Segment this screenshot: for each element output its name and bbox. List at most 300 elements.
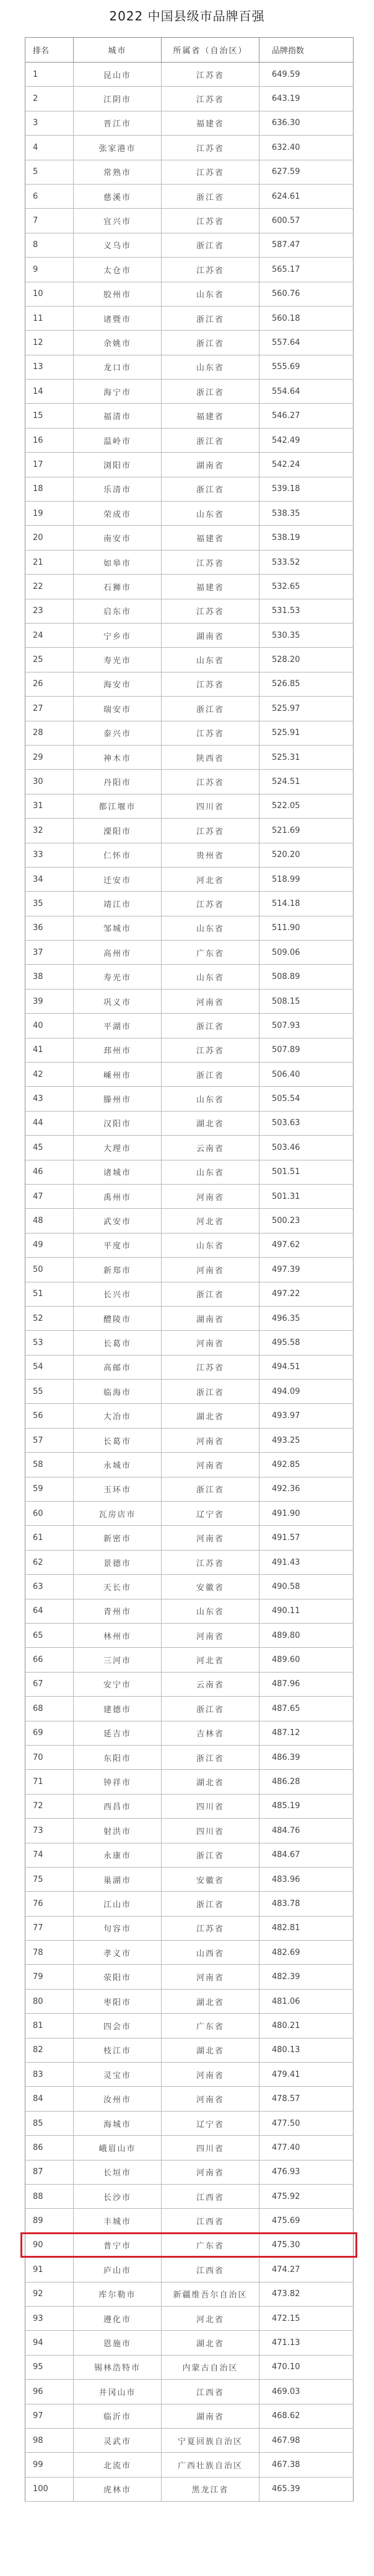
rank-cell: 28 — [25, 721, 74, 745]
brand-index-cell: 538.35 — [259, 502, 354, 525]
city-cell: 江山市 — [74, 1892, 162, 1915]
table-row — [25, 2380, 354, 2404]
province-cell: 广西壮族自治区 — [162, 2453, 259, 2476]
brand-index-cell: 560.76 — [259, 282, 354, 306]
brand-index-cell: 497.62 — [259, 1234, 354, 1257]
province-cell: 安徽省 — [162, 1868, 259, 1891]
city-cell: 江阴市 — [74, 87, 162, 110]
table-row — [25, 453, 354, 477]
rank-cell: 84 — [25, 2087, 74, 2110]
city-cell: 嵊州市 — [74, 1063, 162, 1086]
table-row — [25, 307, 354, 331]
province-cell: 河南省 — [162, 1624, 259, 1647]
rank-cell: 80 — [25, 1990, 74, 2013]
city-cell: 龙口市 — [74, 355, 162, 379]
province-cell: 浙江省 — [162, 233, 259, 257]
city-cell: 仁怀市 — [74, 843, 162, 867]
province-cell: 湖北省 — [162, 2331, 259, 2354]
table-row — [25, 1234, 354, 1258]
table-row — [25, 1087, 354, 1111]
rank-cell: 87 — [25, 2160, 74, 2184]
city-cell: 海安市 — [74, 672, 162, 696]
rank-cell: 86 — [25, 2136, 74, 2159]
rank-cell: 99 — [25, 2453, 74, 2476]
province-cell: 江苏省 — [162, 160, 259, 184]
table-row — [25, 429, 354, 453]
table-row — [25, 770, 354, 794]
brand-index-cell: 643.19 — [259, 87, 354, 110]
city-cell: 南安市 — [74, 526, 162, 549]
rank-cell: 88 — [25, 2185, 74, 2208]
province-cell: 河北省 — [162, 1648, 259, 1671]
table-row — [25, 697, 354, 721]
province-cell: 湖南省 — [162, 2404, 259, 2428]
table-row — [25, 2112, 354, 2136]
brand-index-cell: 531.53 — [259, 599, 354, 623]
table-row — [25, 721, 354, 746]
province-cell: 江苏省 — [162, 1551, 259, 1574]
city-cell: 晋江市 — [74, 111, 162, 135]
city-cell: 神木市 — [74, 746, 162, 769]
table-row — [25, 1526, 354, 1550]
city-cell: 孝义市 — [74, 1941, 162, 1964]
rank-cell: 93 — [25, 2307, 74, 2330]
table-row — [25, 355, 354, 380]
brand-index-cell: 587.47 — [259, 233, 354, 257]
brand-index-cell: 532.65 — [259, 575, 354, 598]
brand-index-cell: 503.63 — [259, 1112, 354, 1135]
rank-cell: 95 — [25, 2356, 74, 2379]
province-cell: 江西省 — [162, 2258, 259, 2281]
rank-cell: 41 — [25, 1038, 74, 1062]
city-cell: 延吉市 — [74, 1721, 162, 1745]
rank-cell: 34 — [25, 868, 74, 891]
header-city: 城市 — [74, 38, 162, 62]
table-row — [25, 111, 354, 136]
table-row — [25, 1648, 354, 1672]
brand-index-cell: 486.39 — [259, 1746, 354, 1769]
table-row — [25, 136, 354, 160]
city-cell: 宜兴市 — [74, 209, 162, 232]
rank-cell: 2 — [25, 87, 74, 110]
rank-cell: 52 — [25, 1307, 74, 1330]
province-cell: 河北省 — [162, 868, 259, 891]
province-cell: 浙江省 — [162, 185, 259, 208]
province-cell: 河南省 — [162, 1429, 259, 1452]
table-row — [25, 1795, 354, 1819]
province-cell: 浙江省 — [162, 477, 259, 501]
table-row — [25, 502, 354, 526]
rank-cell: 36 — [25, 916, 74, 940]
brand-index-cell: 636.30 — [259, 111, 354, 135]
table-row — [25, 2039, 354, 2063]
city-cell: 新密市 — [74, 1526, 162, 1549]
table-row — [25, 1307, 354, 1331]
rank-cell: 31 — [25, 794, 74, 818]
province-cell: 江苏省 — [162, 1038, 259, 1062]
brand-index-cell: 525.31 — [259, 746, 354, 769]
province-cell: 新疆维吾尔自治区 — [162, 2282, 259, 2306]
table-row — [25, 2331, 354, 2355]
table-row — [25, 1575, 354, 1599]
rank-cell: 78 — [25, 1941, 74, 1964]
province-cell: 江苏省 — [162, 258, 259, 281]
rank-cell: 29 — [25, 746, 74, 769]
table-row — [25, 648, 354, 672]
rank-cell: 98 — [25, 2429, 74, 2452]
city-cell: 永城市 — [74, 1453, 162, 1476]
brand-index-cell: 473.82 — [259, 2282, 354, 2306]
province-cell: 河南省 — [162, 2087, 259, 2110]
brand-index-cell: 477.50 — [259, 2112, 354, 2135]
brand-index-cell: 508.89 — [259, 965, 354, 988]
rank-cell: 20 — [25, 526, 74, 549]
header-province: 所属省（自治区） — [162, 38, 259, 62]
rank-cell: 40 — [25, 1014, 74, 1037]
page-title: 2022 中国县级市品牌百强 — [109, 9, 265, 24]
table-row — [25, 1941, 354, 1965]
city-cell: 常熟市 — [74, 160, 162, 184]
brand-index-cell: 497.22 — [259, 1282, 354, 1306]
city-cell: 迁安市 — [74, 868, 162, 891]
city-cell: 锡林浩特市 — [74, 2356, 162, 2379]
brand-index-cell: 632.40 — [259, 136, 354, 159]
province-cell: 山东省 — [162, 1599, 259, 1623]
table-row — [25, 2014, 354, 2038]
rank-cell: 49 — [25, 1234, 74, 1257]
brand-index-cell: 507.89 — [259, 1038, 354, 1062]
province-cell: 江苏省 — [162, 1355, 259, 1379]
brand-index-cell: 624.61 — [259, 185, 354, 208]
table-row — [25, 209, 354, 233]
rank-cell: 54 — [25, 1355, 74, 1379]
city-cell: 荥阳市 — [74, 1965, 162, 1988]
province-cell: 湖北省 — [162, 1404, 259, 1427]
brand-index-cell: 480.21 — [259, 2014, 354, 2037]
rank-cell: 37 — [25, 941, 74, 964]
rank-cell: 15 — [25, 404, 74, 427]
rank-cell: 14 — [25, 380, 74, 403]
city-cell: 靖江市 — [74, 892, 162, 915]
table-row — [25, 2307, 354, 2331]
rank-cell: 97 — [25, 2404, 74, 2428]
table-row — [25, 941, 354, 965]
brand-index-cell: 487.96 — [259, 1673, 354, 1696]
city-cell: 建德市 — [74, 1697, 162, 1720]
table-row — [25, 233, 354, 258]
brand-index-cell: 518.99 — [259, 868, 354, 891]
city-cell: 林州市 — [74, 1624, 162, 1647]
brand-index-cell: 482.81 — [259, 1917, 354, 1940]
province-cell: 安徽省 — [162, 1575, 259, 1598]
rank-cell: 24 — [25, 624, 74, 647]
rank-cell: 90 — [25, 2234, 74, 2257]
brand-index-cell: 475.30 — [259, 2234, 354, 2257]
province-cell: 江苏省 — [162, 1917, 259, 1940]
province-cell: 河南省 — [162, 2063, 259, 2086]
province-cell: 江西省 — [162, 2380, 259, 2403]
city-cell: 瑞安市 — [74, 697, 162, 720]
table-row — [25, 1770, 354, 1794]
province-cell: 浙江省 — [162, 331, 259, 354]
city-cell: 东阳市 — [74, 1746, 162, 1769]
province-cell: 河北省 — [162, 2307, 259, 2330]
brand-index-cell: 521.69 — [259, 819, 354, 842]
province-cell: 福建省 — [162, 111, 259, 135]
city-cell: 长兴市 — [74, 1282, 162, 1306]
table-row — [25, 160, 354, 185]
city-cell: 寿光市 — [74, 648, 162, 671]
table-row — [25, 2478, 354, 2502]
table-row — [25, 2160, 354, 2185]
city-cell: 汉阳市 — [74, 1112, 162, 1135]
table-row — [25, 2087, 354, 2111]
table-row — [25, 2356, 354, 2380]
brand-index-cell: 489.80 — [259, 1624, 354, 1647]
rank-cell: 23 — [25, 599, 74, 623]
city-cell: 天长市 — [74, 1575, 162, 1598]
province-cell: 湖南省 — [162, 453, 259, 476]
rank-cell: 82 — [25, 2039, 74, 2062]
province-cell: 山东省 — [162, 1234, 259, 1257]
province-cell: 河北省 — [162, 1209, 259, 1232]
rank-cell: 56 — [25, 1404, 74, 1427]
province-cell: 河南省 — [162, 1526, 259, 1549]
province-cell: 河南省 — [162, 990, 259, 1013]
brand-index-cell: 505.54 — [259, 1087, 354, 1110]
brand-index-cell: 538.19 — [259, 526, 354, 549]
table-row — [25, 624, 354, 648]
table-row — [25, 892, 354, 916]
province-cell: 江苏省 — [162, 87, 259, 110]
table-row — [25, 550, 354, 575]
rank-cell: 11 — [25, 307, 74, 330]
brand-index-cell: 467.38 — [259, 2453, 354, 2476]
rank-cell: 92 — [25, 2282, 74, 2306]
header-brand-index: 品牌指数 — [259, 38, 354, 62]
rank-cell: 17 — [25, 453, 74, 476]
province-cell: 贵州省 — [162, 843, 259, 867]
table-row — [25, 1014, 354, 1038]
city-cell: 平度市 — [74, 1234, 162, 1257]
province-cell: 江苏省 — [162, 136, 259, 159]
city-cell: 如皋市 — [74, 550, 162, 574]
rank-cell: 30 — [25, 770, 74, 793]
brand-index-cell: 506.40 — [259, 1063, 354, 1086]
table-row — [25, 2258, 354, 2282]
brand-index-cell: 491.57 — [259, 1526, 354, 1549]
city-cell: 义乌市 — [74, 233, 162, 257]
table-row — [25, 990, 354, 1014]
table-row — [25, 282, 354, 307]
city-cell: 武安市 — [74, 1209, 162, 1232]
table-row — [25, 1209, 354, 1233]
table-row — [25, 1331, 354, 1355]
city-cell: 启东市 — [74, 599, 162, 623]
table-row — [25, 1990, 354, 2014]
table-row — [25, 1185, 354, 1209]
rank-cell: 6 — [25, 185, 74, 208]
city-cell: 句容市 — [74, 1917, 162, 1940]
rank-cell: 25 — [25, 648, 74, 671]
province-cell: 江西省 — [162, 2209, 259, 2232]
brand-index-cell: 496.35 — [259, 1307, 354, 1330]
province-cell: 江苏省 — [162, 209, 259, 232]
brand-index-cell: 494.09 — [259, 1380, 354, 1403]
city-cell: 临沂市 — [74, 2404, 162, 2428]
city-cell: 海宁市 — [74, 380, 162, 403]
table-row — [25, 1673, 354, 1697]
brand-index-cell: 497.39 — [259, 1258, 354, 1281]
rank-cell: 48 — [25, 1209, 74, 1232]
city-cell: 庐山市 — [74, 2258, 162, 2281]
city-cell: 长葛市 — [74, 1429, 162, 1452]
brand-index-cell: 490.58 — [259, 1575, 354, 1598]
brand-index-cell: 480.13 — [259, 2039, 354, 2062]
province-cell: 湖北省 — [162, 1770, 259, 1793]
table-row — [25, 916, 354, 941]
table-row — [25, 794, 354, 819]
city-cell: 巩义市 — [74, 990, 162, 1013]
brand-index-cell: 542.24 — [259, 453, 354, 476]
rank-cell: 85 — [25, 2112, 74, 2135]
province-cell: 山东省 — [162, 965, 259, 988]
province-cell: 江苏省 — [162, 892, 259, 915]
city-cell: 长垣市 — [74, 2160, 162, 2184]
rank-cell: 60 — [25, 1502, 74, 1525]
province-cell: 山东省 — [162, 282, 259, 306]
brand-index-cell: 489.60 — [259, 1648, 354, 1671]
province-cell: 浙江省 — [162, 1477, 259, 1501]
table-row — [25, 1892, 354, 1916]
brand-index-cell: 484.67 — [259, 1843, 354, 1867]
city-cell: 峨眉山市 — [74, 2136, 162, 2159]
table-row — [25, 2429, 354, 2453]
table-row — [25, 1453, 354, 1477]
city-cell: 诸暨市 — [74, 307, 162, 330]
city-cell: 汝州市 — [74, 2087, 162, 2110]
city-cell: 太仓市 — [74, 258, 162, 281]
province-cell: 山东省 — [162, 916, 259, 940]
rank-cell: 91 — [25, 2258, 74, 2281]
brand-index-cell: 487.65 — [259, 1697, 354, 1720]
rank-cell: 3 — [25, 111, 74, 135]
province-cell: 陕西省 — [162, 746, 259, 769]
province-cell: 江苏省 — [162, 721, 259, 745]
table-row — [25, 1721, 354, 1746]
city-cell: 虎林市 — [74, 2478, 162, 2501]
rank-cell: 61 — [25, 1526, 74, 1549]
table-row — [25, 477, 354, 502]
rank-cell: 47 — [25, 1185, 74, 1208]
brand-index-cell: 484.76 — [259, 1819, 354, 1842]
brand-index-cell: 565.17 — [259, 258, 354, 281]
rank-cell: 44 — [25, 1112, 74, 1135]
rank-cell: 63 — [25, 1575, 74, 1598]
province-cell: 江苏省 — [162, 599, 259, 623]
table-row — [25, 2209, 354, 2233]
province-cell: 河南省 — [162, 1965, 259, 1988]
table-row — [25, 1551, 354, 1575]
brand-index-cell: 485.19 — [259, 1795, 354, 1818]
brand-index-cell: 627.59 — [259, 160, 354, 184]
table-row — [25, 2136, 354, 2160]
province-cell: 江苏省 — [162, 550, 259, 574]
brand-index-cell: 491.90 — [259, 1502, 354, 1525]
brand-index-cell: 520.20 — [259, 843, 354, 867]
city-cell: 大冶市 — [74, 1404, 162, 1427]
rank-cell: 69 — [25, 1721, 74, 1745]
brand-index-cell: 482.69 — [259, 1941, 354, 1964]
city-cell: 北流市 — [74, 2453, 162, 2476]
table-row — [25, 1063, 354, 1087]
city-cell: 普宁市 — [74, 2234, 162, 2257]
city-cell: 灵宝市 — [74, 2063, 162, 2086]
table-row — [25, 2185, 354, 2209]
province-cell: 江苏省 — [162, 819, 259, 842]
city-cell: 灵武市 — [74, 2429, 162, 2452]
table-row — [25, 404, 354, 428]
brand-index-cell: 525.97 — [259, 697, 354, 720]
brand-index-cell: 533.52 — [259, 550, 354, 574]
city-cell: 胶州市 — [74, 282, 162, 306]
rank-cell: 71 — [25, 1770, 74, 1793]
brand-index-cell: 477.40 — [259, 2136, 354, 2159]
rank-cell: 83 — [25, 2063, 74, 2086]
province-cell: 江苏省 — [162, 63, 259, 86]
province-cell: 湖北省 — [162, 2039, 259, 2062]
province-cell: 河南省 — [162, 2160, 259, 2184]
province-cell: 河南省 — [162, 1258, 259, 1281]
brand-index-cell: 493.25 — [259, 1429, 354, 1452]
province-cell: 浙江省 — [162, 429, 259, 452]
province-cell: 浙江省 — [162, 1380, 259, 1403]
city-cell: 永康市 — [74, 1843, 162, 1867]
table-row — [25, 63, 354, 87]
ranking-table — [25, 37, 354, 2502]
province-cell: 辽宁省 — [162, 2112, 259, 2135]
city-cell: 福清市 — [74, 404, 162, 427]
table-row — [25, 1502, 354, 1526]
table-row — [25, 1917, 354, 1941]
table-row — [25, 575, 354, 599]
rank-cell: 68 — [25, 1697, 74, 1720]
table-row — [25, 672, 354, 697]
brand-index-cell: 481.06 — [259, 1990, 354, 2013]
city-cell: 三河市 — [74, 1648, 162, 1671]
province-cell: 湖北省 — [162, 1112, 259, 1135]
brand-index-cell: 468.62 — [259, 2404, 354, 2428]
city-cell: 都江堰市 — [74, 794, 162, 818]
rank-cell: 22 — [25, 575, 74, 598]
table-header — [25, 38, 354, 63]
rank-cell: 62 — [25, 1551, 74, 1574]
rank-cell: 89 — [25, 2209, 74, 2232]
province-cell: 辽宁省 — [162, 1502, 259, 1525]
brand-index-cell: 557.64 — [259, 331, 354, 354]
city-cell: 井冈山市 — [74, 2380, 162, 2403]
city-cell: 余姚市 — [74, 331, 162, 354]
table-row — [25, 2453, 354, 2477]
province-cell: 吉林省 — [162, 1721, 259, 1745]
city-cell: 枝江市 — [74, 2039, 162, 2062]
brand-index-cell: 522.05 — [259, 794, 354, 818]
rank-cell: 32 — [25, 819, 74, 842]
city-cell: 青州市 — [74, 1599, 162, 1623]
city-cell: 诸城市 — [74, 1160, 162, 1184]
rank-cell: 76 — [25, 1892, 74, 1915]
brand-index-cell: 600.57 — [259, 209, 354, 232]
